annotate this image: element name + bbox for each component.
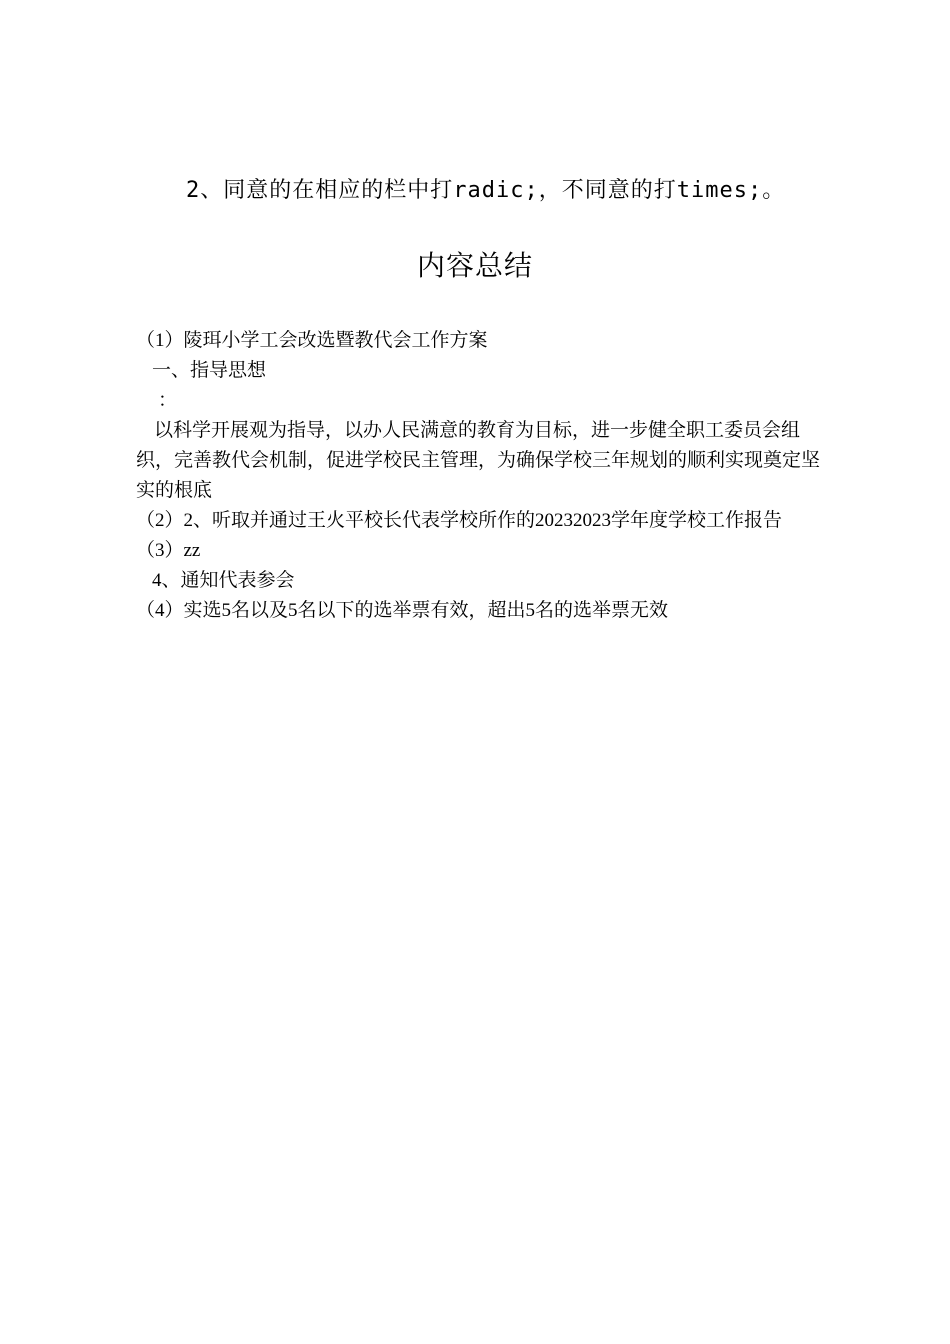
summary-item-1: （1）陵珥小学工会改选暨教代会工作方案 [136, 330, 488, 351]
summary-item-3-sub: 4、通知代表参会 [152, 570, 295, 591]
summary-item-4: （4）实选5名以及5名以下的选举票有效，超出5名的选举票无效 [136, 600, 669, 621]
summary-item-3: （3）zz [136, 540, 201, 561]
summary-title: 内容总结 [416, 249, 533, 282]
voting-instruction-note: 2、同意的在相应的栏中打radic;，不同意的打times;。 [186, 178, 786, 203]
guiding-ideology-paragraph: 以科学开展观为指导，以办人民满意的教育为目标，进一步健全职工委员会组织，完善教代会机制，促进学校民主管理，为确保学校三年规划的顺利实现奠定坚实的根底 [136, 420, 821, 501]
heading-colon: ： [158, 390, 178, 411]
guiding-ideology-heading: 一、指导思想 [152, 360, 267, 381]
summary-body [136, 326, 830, 626]
summary-item-2: （2）2、听取并通过王火平校长代表学校所作的20232023学年度学校工作报告 [136, 510, 783, 531]
